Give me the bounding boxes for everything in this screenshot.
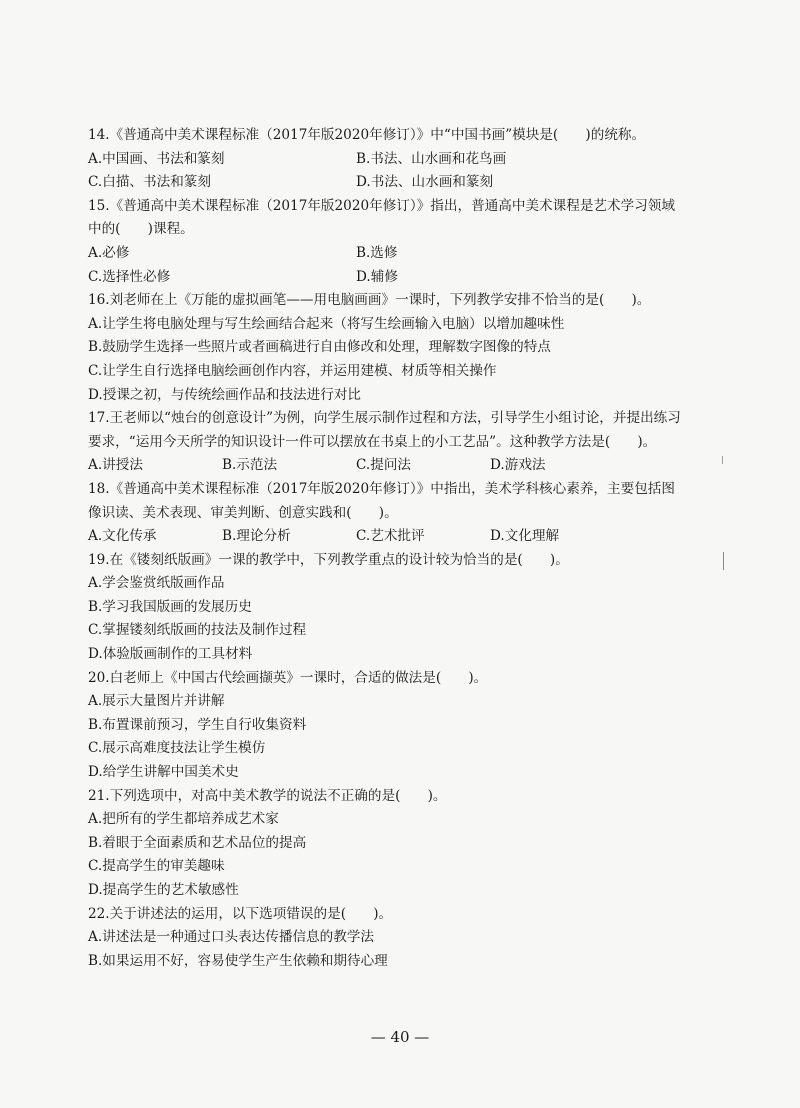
answer-option: D.辅修: [356, 268, 398, 285]
answer-option: C.艺术批评: [356, 528, 425, 545]
answer-option: B.示范法: [222, 457, 278, 474]
question-stem: 22.关于讲述法的运用，以下选项错误的是( )。: [88, 905, 393, 922]
answer-option: C.掌握镂刻纸版画的技法及制作过程: [88, 622, 307, 639]
answer-option: B.学习我国版画的发展历史: [88, 598, 252, 615]
question-stem: 19.在《镂刻纸版画》一课的教学中，下列教学重点的设计较为恰当的是( )。: [88, 551, 569, 568]
answer-option: A.讲授法: [88, 457, 143, 474]
option-list: [88, 926, 688, 973]
question-block: [88, 195, 688, 289]
answer-option: D.给学生讲解中国美术史: [88, 764, 239, 781]
answer-option: D.体验版画制作的工具材料: [88, 646, 253, 663]
question-block: [88, 407, 688, 478]
question-stem: 21.下列选项中，对高中美术教学的说法不正确的是( )。: [88, 787, 447, 804]
answer-option: A.讲述法是一种通过口头表达传播信息的教学法: [88, 929, 375, 946]
answer-option: C.提高学生的审美趣味: [88, 858, 225, 875]
answer-option: A.文化传承: [88, 528, 157, 545]
answer-option: C.白描、书法和篆刻: [88, 174, 211, 191]
answer-option: B.书法、山水画和花鸟画: [356, 150, 507, 167]
question-block: [88, 549, 688, 667]
answer-option: D.游戏法: [490, 457, 546, 474]
question-stem: 16.刘老师在上《万能的虚拟画笔——用电脑画画》一课时，下列教学安排不恰当的是( )。: [88, 292, 651, 309]
question-stem: 14.《普通高中美术课程标准（2017年版2020年修订）》中“中国书画”模块是( )的统称。: [88, 127, 646, 143]
option-list: [88, 525, 688, 549]
answer-option: B.布置课前预习，学生自行收集资料: [88, 716, 307, 733]
option-list: [88, 313, 688, 407]
answer-option: C.展示高难度技法让学生模仿: [88, 740, 266, 757]
answer-option: B.如果运用不好，容易使学生产生依赖和期待心理: [88, 952, 388, 969]
answer-option: B.选修: [356, 244, 398, 261]
answer-option: A.必修: [88, 244, 130, 261]
answer-option: D.文化理解: [490, 528, 560, 545]
question-block: [88, 289, 688, 407]
answer-option: B.着眼于全面素质和艺术品位的提高: [88, 834, 307, 851]
question-stem: 20.白老师上《中国古代绘画撷英》一课时，合适的做法是( )。: [88, 669, 488, 686]
answer-option: B.鼓励学生选择一些照片或者画稿进行自由修改和处理，理解数字图像的特点: [88, 339, 551, 356]
answer-option: A.学会鉴赏纸版画作品: [88, 575, 225, 592]
answer-option: D.授课之初，与传统绘画作品和技法进行对比: [88, 386, 362, 403]
answer-option: A.中国画、书法和篆刻: [88, 150, 225, 167]
answer-option: D.提高学生的艺术敏感性: [88, 882, 239, 898]
question-stem: 17.王老师以“烛台的创意设计”为例，向学生展示制作过程和方法，引导学生小组讨论，并提出练习要求，“运用今天所学的知识设计一件可以摆放在书桌上的小工艺品”。这种教学方法是( )。: [88, 410, 681, 450]
option-list: [88, 690, 688, 784]
answer-option: D.书法、山水画和篆刻: [356, 174, 494, 191]
answer-option: C.选择性必修: [88, 268, 171, 285]
option-list: [88, 808, 688, 902]
question-block: [88, 903, 688, 974]
question-list: [88, 124, 688, 973]
scan-margin-mark: [723, 552, 724, 570]
answer-option: A.把所有的学生都培养成艺术家: [88, 811, 279, 828]
question-block: [88, 667, 688, 785]
answer-option: A.让学生将电脑处理与写生绘画结合起来（将写生绘画输入电脑）以增加趣味性: [88, 315, 565, 332]
answer-option: B.理论分析: [222, 528, 291, 545]
answer-option: C.让学生自行选择电脑绘画创作内容，并运用建模、材质等相关操作: [88, 362, 497, 379]
option-list: [88, 148, 688, 195]
option-list: [88, 454, 688, 478]
page-number: — 40 —: [370, 1028, 430, 1046]
scan-margin-mark: [722, 456, 723, 464]
answer-option: C.提问法: [356, 457, 412, 474]
question-block: [88, 478, 688, 549]
question-stem: 18.《普通高中美术课程标准（2017年版2020年修订）》中指出，美术学科核心素养，主要包括图像识读、美术表现、审美判断、创意实践和( )。: [88, 480, 675, 521]
question-block: [88, 785, 688, 903]
question-block: [88, 124, 688, 195]
question-stem: 15.《普通高中美术课程标准（2017年版2020年修订）》指出，普通高中美术课程是艺术学习领域中的( )课程。: [88, 197, 675, 238]
answer-option: A.展示大量图片并讲解: [88, 693, 225, 710]
option-list: [88, 242, 688, 289]
option-list: [88, 572, 688, 666]
